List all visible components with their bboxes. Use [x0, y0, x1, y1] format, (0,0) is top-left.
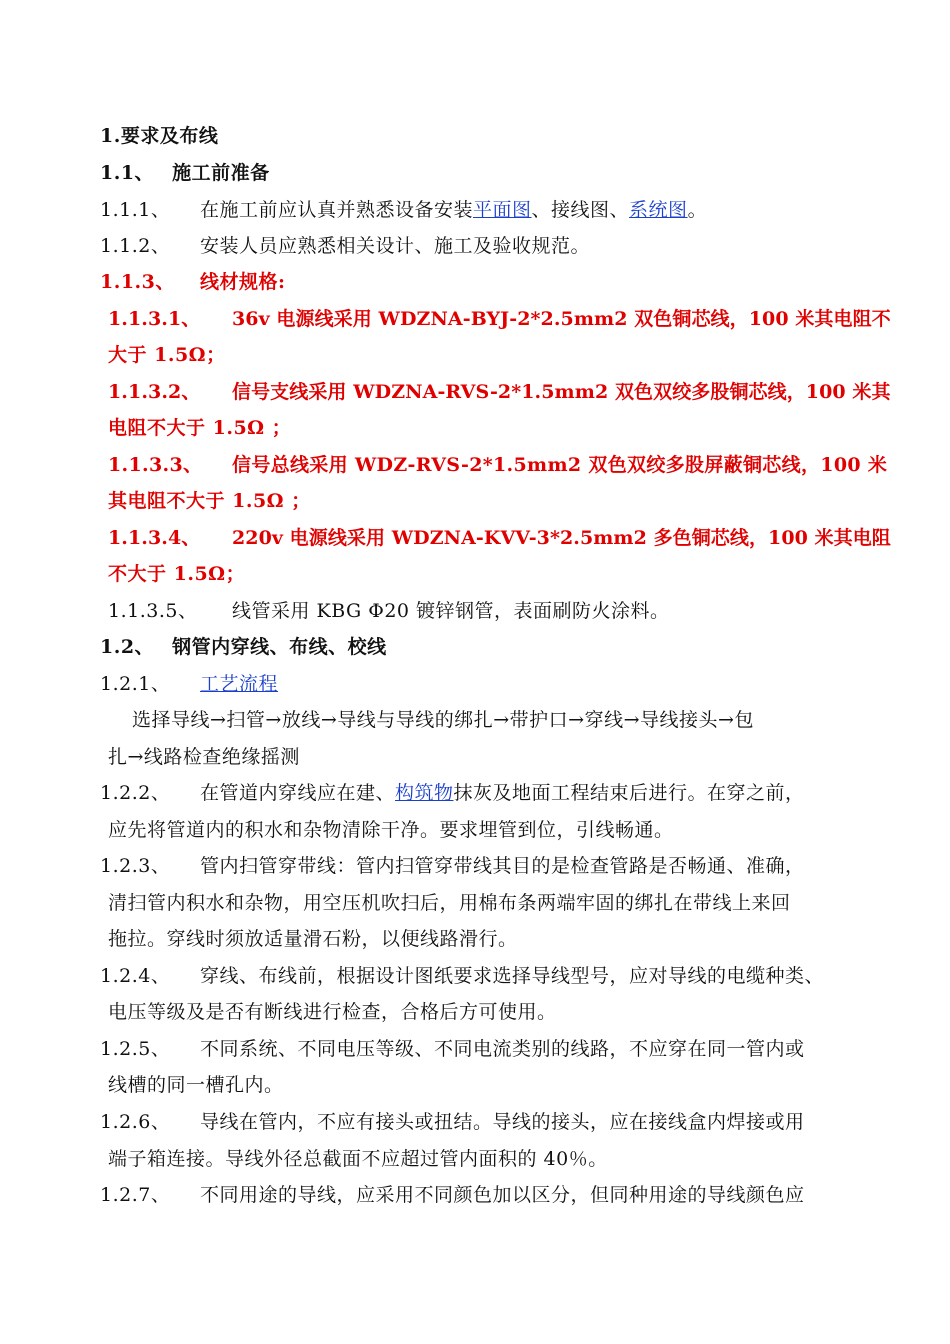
para-1-2-2-line1: 1.2.2、 在管道内穿线应在建、构筑物抹灰及地面工程结束后进行。在穿之前， [100, 779, 805, 807]
heading-1: 1.要求及布线 [100, 125, 219, 147]
para-1-2-4-line2: 电压等级及是否有断线进行检查，合格后方可使用。 [108, 1001, 557, 1023]
para-1-1-2: 1.1.2、 安装人员应熟悉相关设计、施工及验收规范。 [100, 232, 590, 260]
para-1-1-3-3-line2: 其电阻不大于 1.5Ω ； [108, 490, 311, 512]
para-1-2-6-line2: 端子箱连接。导线外径总截面不应超过管内面积的 40％。 [108, 1148, 608, 1170]
section-number: 1.2.6、 [100, 1111, 171, 1133]
para-1-2-7-line1: 1.2.7、 不同用途的导线，应采用不同颜色加以区分，但同种用途的导线颜色应 [100, 1181, 805, 1209]
section-number: 1.1、 [100, 162, 155, 184]
para-1-1-3-1-line1: 1.1.3.1、 36v 电源线采用 WDZNA-BYJ-2*2.5mm2 双色铜芯线，100 米其电阻不 [108, 305, 891, 333]
link-process-flow[interactable]: 工艺流程 [200, 673, 279, 695]
section-number: 1.1.3、 [100, 271, 175, 293]
para-1-1-3-2-line1: 1.1.3.2、 信号支线采用 WDZNA-RVS-2*1.5mm2 双色双绞多股铜芯线，100 米其 [108, 378, 891, 406]
para-1-2-3-line2: 清扫管内积水和杂物，用空压机吹扫后，用棉布条两端牢固的绑扎在带线上来回 [108, 892, 791, 914]
process-flow-line2: 扎→线路检查绝缘摇测 [108, 746, 300, 768]
para-1-2-4-line1: 1.2.4、 穿线、布线前，根据设计图纸要求选择导线型号，应对导线的电缆种类、 [100, 962, 824, 990]
link-structures[interactable]: 构筑物 [395, 782, 454, 804]
section-number: 1.2、 [100, 636, 155, 658]
link-floor-plan[interactable]: 平面图 [473, 199, 532, 221]
para-1-1-3-4-line1: 1.1.3.4、 220v 电源线采用 WDZNA-KVV-3*2.5mm2 多色铜芯线，100 米其电阻 [108, 524, 891, 552]
para-1-1-1: 1.1.1、 在施工前应认真并熟悉设备安装平面图、接线图、系统图。 [100, 196, 707, 224]
para-1-2-3-line1: 1.2.3、 管内扫管穿带线：管内扫管穿带线其目的是检查管路是否畅通、准确， [100, 852, 805, 880]
section-number: 1.1.3.2、 [108, 381, 201, 403]
link-system-diagram[interactable]: 系统图 [629, 199, 688, 221]
para-1-1-3-3-line1: 1.1.3.3、 信号总线采用 WDZ-RVS-2*1.5mm2 双色双绞多股屏蔽铜芯线，100 米 [108, 451, 887, 479]
para-1-2-1 [100, 670, 278, 698]
section-number: 1.1.3.1、 [108, 308, 201, 330]
process-flow-line1: 选择导线→扫管→放线→导线与导线的绑扎→带护口→穿线→导线接头→包 [132, 709, 754, 731]
section-number: 1.2.4、 [100, 965, 171, 987]
section-number: 1.2.5、 [100, 1038, 171, 1060]
section-number: 1.1.3.5、 [108, 600, 198, 622]
section-number: 1.2.3、 [100, 855, 171, 877]
section-number: 1.1.3.3、 [108, 454, 203, 476]
para-1-2-6-line1: 1.2.6、 导线在管内，不应有接头或扭结。导线的接头，应在接线盒内焊接或用 [100, 1108, 805, 1136]
para-1-1-3-5: 1.1.3.5、 线管采用 KBG Φ20 镀锌钢管，表面刷防火涂料。 [108, 597, 670, 625]
heading-1-1 [100, 159, 270, 187]
para-1-1-3-1-line2: 大于 1.5Ω； [108, 344, 226, 366]
para-1-2-5-line2: 线槽的同一槽孔内。 [108, 1074, 284, 1096]
para-1-1-3: 1.1.3、 线材规格: [100, 268, 286, 296]
para-1-2-2-line2: 应先将管道内的积水和杂物清除干净。要求埋管到位，引线畅通。 [108, 819, 674, 841]
section-title: 钢管内穿线、布线、校线 [172, 636, 387, 658]
section-title: 施工前准备 [172, 162, 270, 184]
para-1-2-3-line3: 拖拉。穿线时须放适量滑石粉，以便线路滑行。 [108, 928, 518, 950]
para-1-1-3-2-line2: 电阻不大于 1.5Ω ； [108, 417, 292, 439]
para-1-2-5-line1: 1.2.5、 不同系统、不同电压等级、不同电流类别的线路，不应穿在同一管内或 [100, 1035, 805, 1063]
heading-1-2 [100, 633, 387, 661]
section-number: 1.2.7、 [100, 1184, 171, 1206]
para-1-1-3-4-line2: 不大于 1.5Ω； [108, 563, 246, 585]
section-number: 1.1.2、 [100, 235, 171, 257]
section-number: 1.2.2、 [100, 782, 171, 804]
section-number: 1.2.1、 [100, 673, 171, 695]
section-number: 1.1.3.4、 [108, 527, 201, 549]
section-number: 1.1.1、 [100, 199, 171, 221]
